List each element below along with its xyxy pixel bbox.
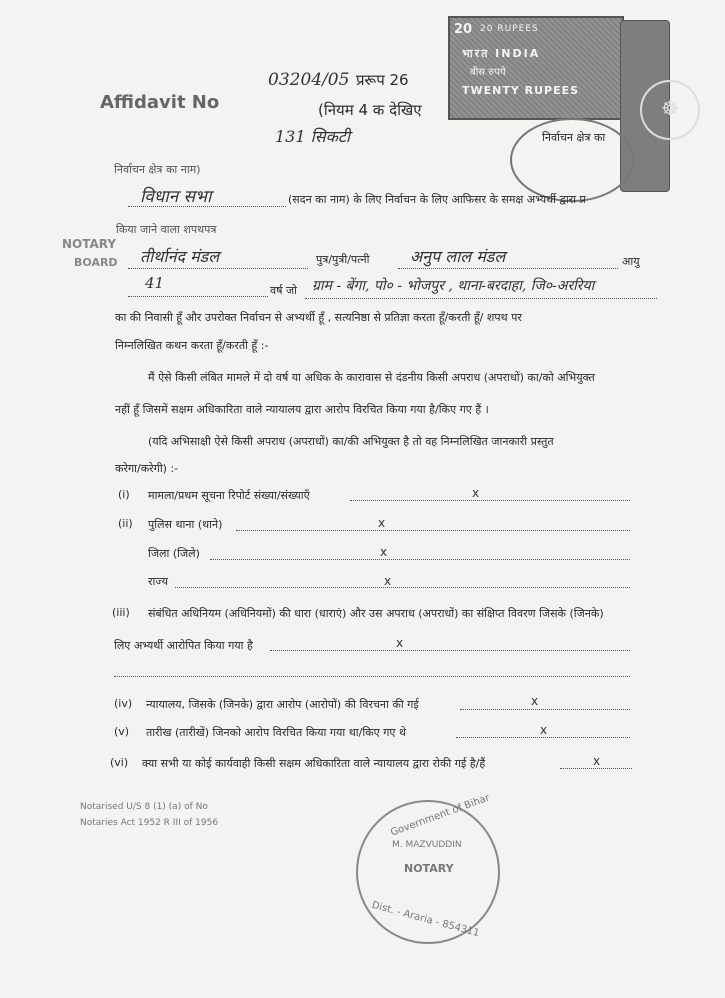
constituency-description: (सदन का नाम) के लिए निर्वाचन के लिए आफिसर के समक्ष अभ्यर्थी द्वारा प्र bbox=[288, 193, 586, 206]
constituency-value: विधान सभा bbox=[140, 187, 212, 207]
item-3-mark: x bbox=[380, 545, 388, 559]
notary-side-stamp: NOTARY bbox=[62, 237, 117, 251]
item-1-mark: x bbox=[472, 486, 480, 500]
item-7-num: (v) bbox=[114, 725, 130, 738]
form-number: प्ररूप 26 bbox=[356, 71, 409, 89]
age-label: आयु bbox=[622, 255, 640, 268]
stamp-english-value: TWENTY RUPEES bbox=[462, 84, 580, 97]
item-5-mark: x bbox=[396, 636, 404, 650]
para-1a: मैं ऐसे किसी लंबित मामले में दो वर्ष या अधिक के कारावास से दंडनीय किसी अपराध (अपराधों) का/को अभियुक्त bbox=[148, 371, 595, 384]
stamp-denomination: 20 bbox=[454, 22, 473, 37]
deponent-name-line bbox=[128, 268, 308, 269]
handwritten-place: 131 सिकटी bbox=[275, 127, 351, 146]
item-5-extra-line bbox=[114, 676, 630, 677]
notary-seal bbox=[356, 792, 500, 944]
item-8-line bbox=[560, 768, 632, 769]
notary-seal-bottom: Dist. - Araria - 854311 bbox=[370, 899, 481, 940]
item-7-mark: x bbox=[540, 723, 548, 737]
notarised-line-1: Notarised U/S 8 (1) (a) of No bbox=[80, 802, 208, 812]
handwritten-number: 03204/05 bbox=[268, 70, 350, 90]
deponent-address: ग्राम - बेंगा, पो० - भोजपुर , थाना-बरदाहा, जि०-अररिया bbox=[312, 278, 595, 294]
item-5-label: संबंधित अधिनियम (अधिनियमों) की धारा (धाराएं) और उस अपराध (अपराधों) का संक्षिप्त विवरण जिसके (जिनके) bbox=[148, 607, 604, 620]
item-2-label: पुलिस थाना (थाने) bbox=[148, 518, 223, 531]
stamp-hindi-value: बीस रुपये bbox=[470, 67, 506, 78]
para-2a: (यदि अभिसाक्षी ऐसे किसी अपराध (अपराधों) का/की अभियुक्त है तो वह निम्नलिखित जानकारी प्रस्तुत bbox=[148, 435, 554, 448]
father-name: अनुप लाल मंडल bbox=[410, 247, 506, 266]
item-5-line bbox=[270, 650, 630, 651]
notarised-line-2: Notaries Act 1952 R III of 1956 bbox=[80, 818, 219, 828]
item-2-mark: x bbox=[378, 516, 386, 530]
body-line-2: निम्नलिखित कथन करता हूँ/करती हूँ :- bbox=[115, 339, 269, 352]
deponent-name: तीर्थानंद मंडल bbox=[140, 247, 220, 266]
stamp-country: भारत INDIA bbox=[462, 47, 541, 60]
item-3-line bbox=[210, 559, 630, 560]
constituency-header-label: निर्वाचन क्षेत्र का bbox=[542, 131, 606, 144]
revenue-stamp bbox=[448, 16, 624, 120]
item-8-label: क्या सभी या कोई कार्यवाही किसी सक्षम अधिकारिता वाले न्यायालय द्वारा रोकी गई है/हैं bbox=[142, 757, 486, 770]
item-4-label: राज्य bbox=[148, 575, 169, 588]
item-6-num: (iv) bbox=[114, 697, 133, 710]
father-name-line bbox=[398, 268, 618, 269]
item-6-mark: x bbox=[531, 694, 539, 708]
affidavit-intro: किया जाने वाला शपथपत्र bbox=[116, 223, 217, 236]
emblem-icon: ☸ bbox=[640, 80, 700, 140]
item-4-line bbox=[175, 587, 630, 588]
item-2-num: (ii) bbox=[118, 517, 133, 530]
notary-seal-top: Government of Bihar bbox=[389, 792, 492, 839]
years-label: वर्ष जो bbox=[270, 284, 297, 297]
item-3-label: जिला (जिले) bbox=[148, 547, 200, 560]
relation-label: पुत्र/पुत्री/पत्नी bbox=[316, 253, 370, 266]
item-7-label: तारीख (तारीखें) जिनको आरोप विरचित किया गया था/किए गए थे bbox=[146, 726, 407, 739]
stamp-top-label: 20 RUPEES bbox=[480, 24, 539, 34]
item-5-num: (iii) bbox=[112, 606, 130, 619]
item-1-line bbox=[350, 500, 630, 501]
para-2b: करेगा/करेगी) :- bbox=[115, 462, 179, 475]
affidavit-stamp-text: Affidavit No bbox=[100, 92, 220, 113]
item-4-mark: x bbox=[384, 574, 392, 588]
item-8-mark: x bbox=[593, 754, 601, 768]
constituency-label: निर्वाचन क्षेत्र का नाम) bbox=[114, 163, 201, 176]
item-2-line bbox=[236, 530, 630, 531]
item-8-num: (vi) bbox=[110, 756, 129, 769]
address-line bbox=[305, 298, 657, 299]
para-1b: नहीं हूँ जिसमें सक्षम अधिकारिता वाले न्यायालय द्वारा आरोप विरचित किया गया है/किए गए हैं । bbox=[115, 403, 489, 416]
notary-seal-role: NOTARY bbox=[404, 862, 454, 875]
item-6-label: न्यायालय, जिसके (जिनके) द्वारा आरोप (आरोपों) की विरचना की गई bbox=[146, 698, 419, 711]
item-5-label-2: लिए अभ्यर्थी आरोपित किया गया है bbox=[114, 639, 253, 652]
body-line-1: का की निवासी हूँ और उपरोक्त निर्वाचन से अभ्यर्थी हूँ , सत्यनिष्ठा से प्रतिज्ञा करता हूँ/करती हूँ/ शपथ पर bbox=[115, 311, 522, 324]
item-1-num: (i) bbox=[118, 488, 130, 501]
constituency-line bbox=[128, 206, 286, 207]
item-6-line bbox=[460, 709, 630, 710]
age-line bbox=[128, 296, 268, 297]
notary-side-stamp-2: BOARD bbox=[74, 256, 118, 269]
notary-seal-name: M. MAZVUDDIN bbox=[392, 840, 462, 850]
item-7-line bbox=[456, 737, 630, 738]
deponent-age: 41 bbox=[145, 274, 165, 292]
item-1-label: मामला/प्रथम सूचना रिपोर्ट संख्या/संख्याएँ bbox=[148, 489, 310, 502]
rule-reference: (नियम 4 क देखिए bbox=[318, 101, 422, 119]
